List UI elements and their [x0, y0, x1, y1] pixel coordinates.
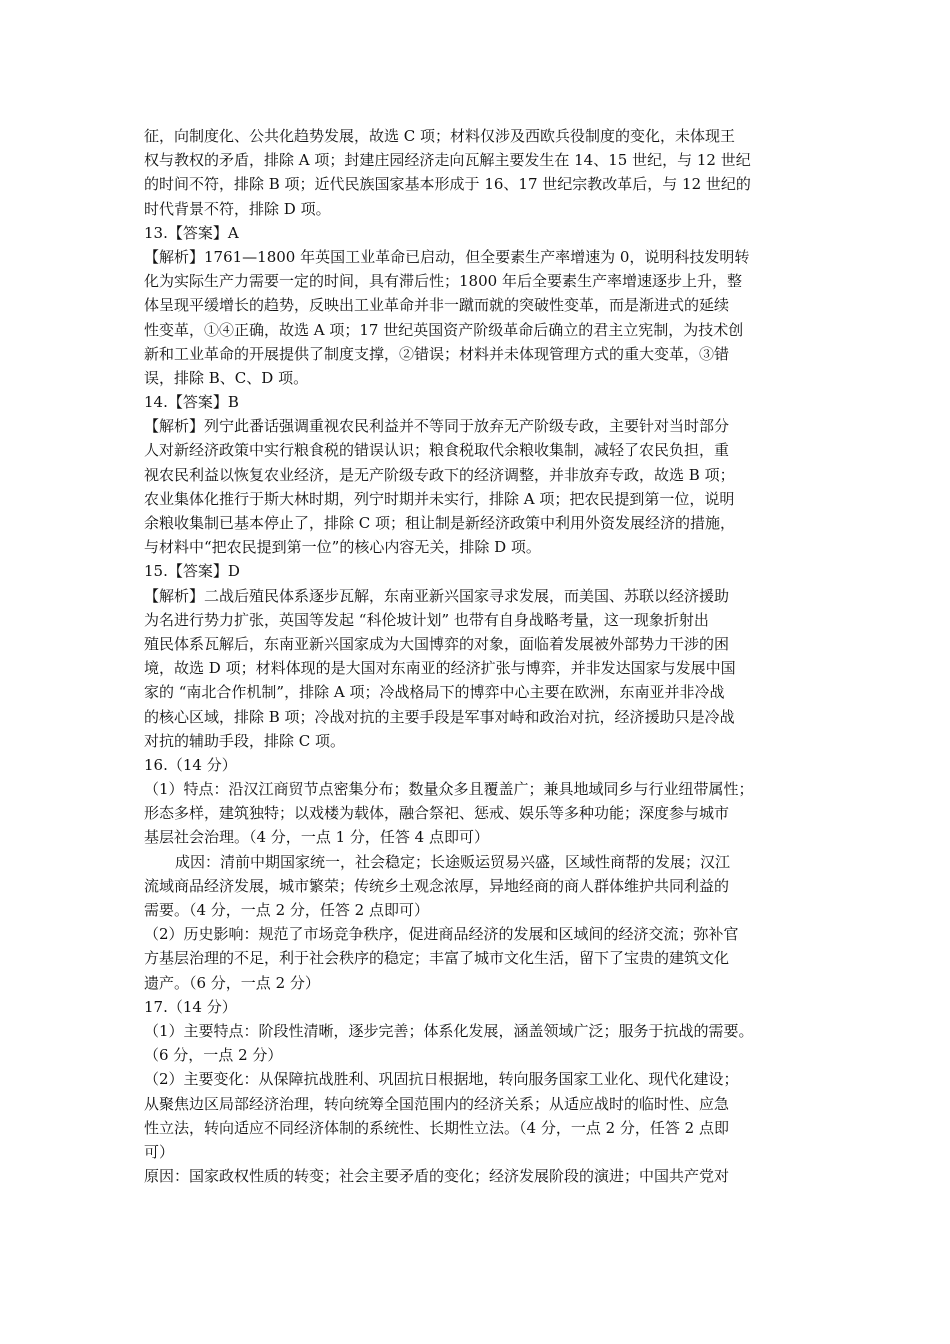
text-line: 需要。（4 分，一点 2 分，任答 2 点即可）: [144, 901, 429, 919]
text-line: 境，故选 D 项；材料体现的是大国对东南亚的经济扩张与博弈，并非发达国家与发展中国: [144, 659, 736, 678]
text-line: 成因：清前中期国家统一，社会稳定；长途贩运贸易兴盛，区域性商帮的发展；汉江: [175, 852, 731, 871]
text-line: 可）: [144, 1142, 175, 1161]
text-line: 的时间不符，排除 B 项；近代民族国家基本形成于 16、17 世纪宗教改革后，与 12 世纪的: [144, 175, 751, 194]
text-line: 人对新经济政策中实行粮食税的错误认识；粮食税取代余粮收集制，减轻了农民负担，重: [144, 441, 730, 460]
text-line: （1）特点：沿汉江商贸节点密集分布；数量众多且覆盖广；兼具地域同乡与行业纽带属性；: [144, 780, 754, 799]
answer-heading: 14.【答案】B: [144, 393, 239, 412]
text-line: 权与教权的矛盾，排除 A 项；封建庄园经济走向瓦解主要发生在 14、15 世纪，与 12 世纪: [144, 151, 751, 170]
text-line: 与材料中“把农民提到第一位”的核心内容无关，排除 D 项。: [144, 538, 541, 557]
text-line: 遗产。（6 分，一点 2 分）: [144, 973, 320, 992]
text-line: 【解析】1761—1800 年英国工业革命已启动，但全要素生产率增速为 0，说明科技发明转: [144, 247, 750, 266]
text-line: 为名进行势力扩张，英国等发起 “科伦坡计划” 也带有自身战略考量，这一现象折射出: [144, 610, 709, 629]
text-line: （2）历史影响：规范了市场竞争秩序，促进商品经济的发展和区域间的经济交流；弥补官: [144, 925, 739, 944]
text-line: 农业集体化推行于斯大林时期，列宁时期并未实行，排除 A 项；把农民提到第一位，说明: [144, 489, 735, 508]
question-heading: 16.（14 分）: [144, 755, 237, 774]
text-line: 性立法，转向适应不同经济体制的系统性、长期性立法。（4 分，一点 2 分，任答 2 点即: [144, 1118, 729, 1137]
text-line: 体呈现平缓增长的趋势，反映出工业革命并非一蹴而就的突破性变革，而是渐进式的延续: [144, 296, 730, 315]
text-line: 对抗的辅助手段，排除 C 项。: [144, 731, 346, 750]
text-line: 家的 “南北合作机制”，排除 A 项；冷战格局下的博弈中心主要在欧洲，东南亚并非冷战: [144, 683, 725, 702]
text-line: 征，向制度化、公共化趋势发展，故选 C 项；材料仅涉及西欧兵役制度的变化，未体现王: [144, 127, 736, 145]
text-line: 误，排除 B、C、D 项。: [144, 368, 309, 387]
text-line: （1）主要特点：阶段性清晰，逐步完善；体系化发展，涵盖领域广泛；服务于抗战的需要。: [144, 1021, 754, 1040]
text-line: （6 分，一点 2 分）: [144, 1046, 283, 1065]
text-line: 视农民利益以恢复农业经济，是无产阶级专政下的经济调整，并非放弃专政，故选 B 项；: [144, 465, 735, 484]
text-line: （2）主要变化：从保障抗战胜利、巩固抗日根据地，转向服务国家工业化、现代化建设；: [144, 1070, 739, 1089]
text-line: 方基层治理的不足，利于社会秩序的稳定；丰富了城市文化生活，留下了宝贵的建筑文化: [144, 949, 730, 968]
text-line: 【解析】二战后殖民体系逐步瓦解，东南亚新兴国家寻求发展，而美国、苏联以经济援助: [144, 586, 730, 605]
text-line: 余粮收集制已基本停止了，排除 C 项；租让制是新经济政策中利用外资发展经济的措施，: [144, 514, 736, 532]
text-line: 性变革，①④正确，故选 A 项；17 世纪英国资产阶级革命后确立的君主立宪制，为技术创: [144, 320, 744, 339]
question-heading: 17.（14 分）: [144, 997, 237, 1016]
text-line: 化为实际生产力需要一定的时间，具有滞后性；1800 年后全要素生产率增速逐步上升，整: [144, 272, 742, 291]
text-line: 的核心区域，排除 B 项；冷战对抗的主要手段是军事对峙和政治对抗，经济援助只是冷战: [144, 707, 735, 726]
text-line: 原因：国家政权性质的转变；社会主要矛盾的变化；经济发展阶段的演进；中国共产党对: [144, 1167, 730, 1186]
document-page: [144, 124, 812, 1188]
answer-heading: 15.【答案】D: [144, 562, 240, 581]
text-line: 殖民体系瓦解后，东南亚新兴国家成为大国博弈的对象，面临着发展被外部势力干涉的困: [144, 634, 730, 653]
text-line: 【解析】列宁此番话强调重视农民利益并不等同于放弃无产阶级专政，主要针对当时部分: [144, 417, 730, 436]
text-line: 新和工业革命的开展提供了制度支撑，②错误；材料并未体现管理方式的重大变革，③错: [144, 344, 730, 363]
text-line: 时代背景不符，排除 D 项。: [144, 199, 331, 218]
text-line: 流域商品经济发展，城市繁荣；传统乡土观念浓厚，异地经商的商人群体维护共同利益的: [144, 876, 730, 895]
answer-heading: 13.【答案】A: [144, 223, 239, 242]
text-line: 从聚焦边区局部经济治理，转向统筹全国范围内的经济关系；从适应战时的临时性、应急: [144, 1094, 730, 1113]
text-line: 基层社会治理。（4 分，一点 1 分，任答 4 点即可）: [144, 828, 489, 847]
text-line: 形态多样，建筑独特；以戏楼为载体，融合祭祀、惩戒、娱乐等多种功能；深度参与城市: [144, 804, 730, 823]
